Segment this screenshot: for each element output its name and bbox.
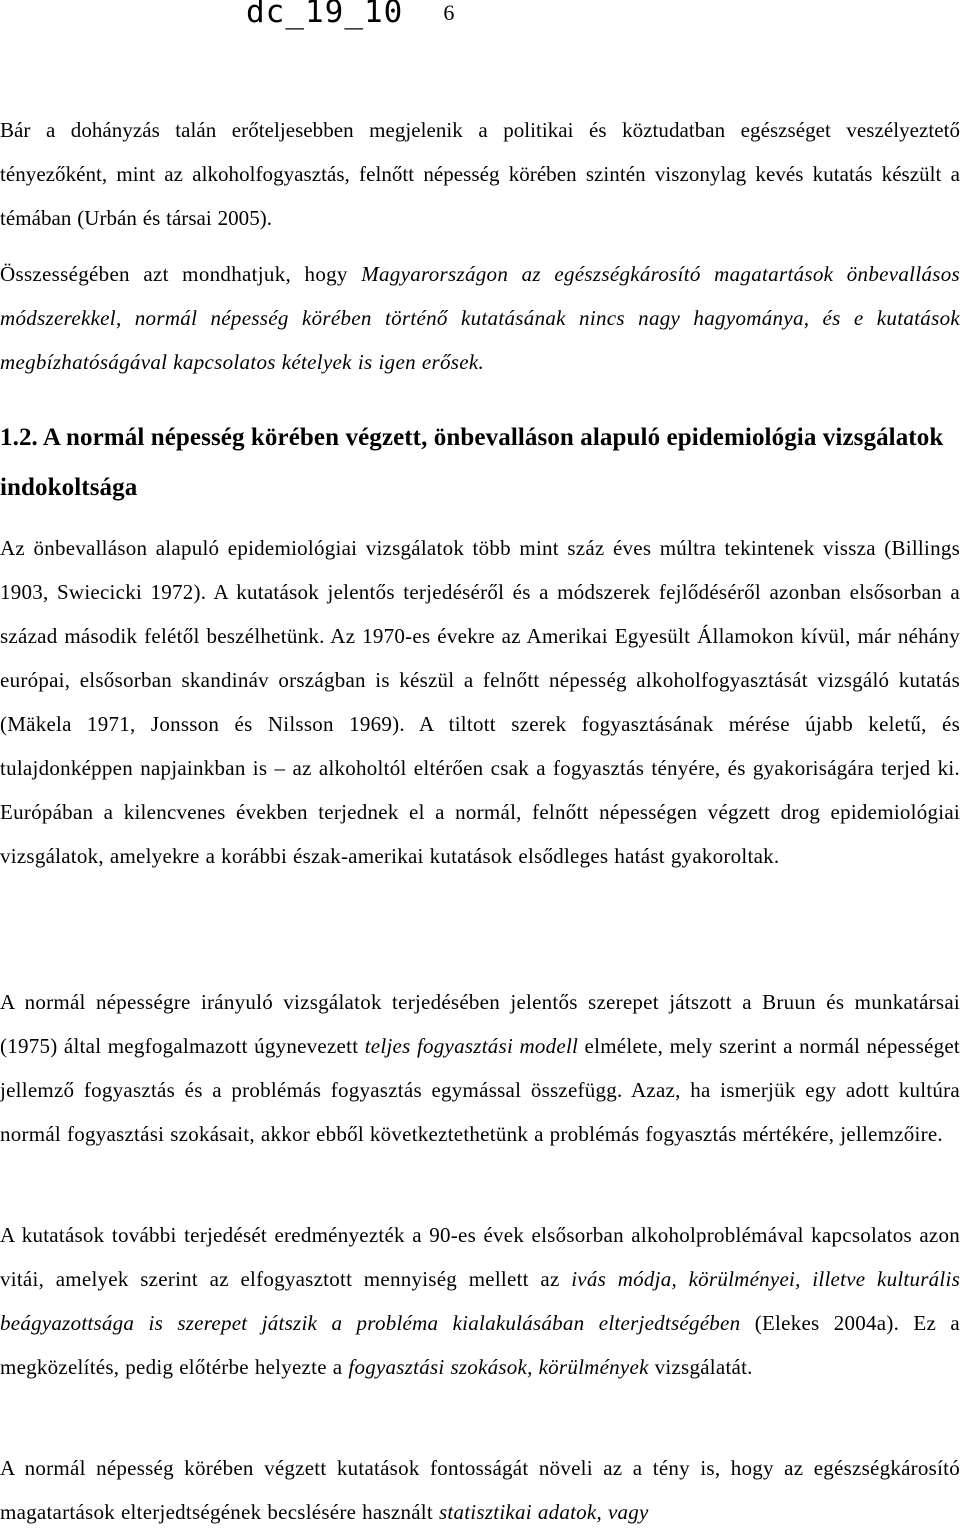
paragraph-5-text-2: (Elekes 2004a). Ez a megközelítés, pedig előtérbe helyezte a <box>0 1311 960 1379</box>
paragraph-4-text-1: A normál népességre irányuló vizsgálatok terjedésében jelentős szerepet játszott a Bruun és munkatársai (1975) által megfogalmazott úgynevezett <box>0 990 960 1058</box>
paragraph-2-italic: Magyarországon az egészségkárosító magatartások önbevallásos módszerekkel, normál népesség körében történő kutatásának nincs nagy hagyománya, és e kutatások megbízhatóságával kapcsolatos kételyek is igen erősek. <box>0 262 960 374</box>
paragraph-6 <box>0 1446 960 1528</box>
paragraph-2-text: Összességében azt mondhatjuk, hogy <box>0 262 362 286</box>
paragraph-5 <box>0 1213 960 1389</box>
paragraph-5-text-1: A kutatások további terjedését eredményezték a 90-es évek elsősorban alkoholproblémával kapcsolatos azon vitái, amelyek szerint az elfogyasztott mennyiség mellett az <box>0 1223 960 1291</box>
paragraph-2 <box>0 252 960 384</box>
section-heading: 1.2. A normál népesség körében végzett, önbevalláson alapuló epidemiológia vizsgálatok indokoltsága <box>0 424 944 501</box>
paragraph-4-text-2: elmélete, mely szerint a normál népességet jellemző fogyasztás és a problémás fogyasztás egymással összefügg. Azaz, ha ismerjük egy adott kultúra normál fogyasztási szokásait, akkor ebből következtethetünk a problémás fogyasztás mértékére, jellemzőire. <box>0 1034 960 1146</box>
paragraph-5-text-3: vizsgálatát. <box>648 1355 753 1379</box>
paragraph-4 <box>0 980 960 1156</box>
page-number: 6 <box>443 0 455 25</box>
document-id: dc_19_10 <box>246 0 404 30</box>
paragraph-6-italic: statisztikai adatok, vagy <box>438 1500 649 1524</box>
paragraph-1: Bár a dohányzás talán erőteljesebben megjelenik a politikai és köztudatban egészséget veszélyeztető tényezőként, mint az alkoholfogyasztás, felnőtt népesség körében szintén viszonylag kevés kutatás készült a témában (Urbán és társai 2005). <box>0 118 960 230</box>
paragraph-4-italic: teljes fogyasztási modell <box>364 1034 579 1058</box>
paragraph-5-italic-1: ivás módja, körülményei, illetve kulturális beágyazottsága is szerepet játszik a probléma kialakulásában elterjedtségében <box>0 1267 960 1335</box>
page-header <box>246 0 454 30</box>
paragraph-6-text: A normál népesség körében végzett kutatások fontosságát növeli az a tény is, hogy az egészségkárosító magatartások elterjedtségének becslésére használt <box>0 1456 960 1524</box>
paragraph-5-italic-2: fogyasztási szokások, körülmények <box>348 1355 649 1379</box>
paragraph-3: Az önbevalláson alapuló epidemiológiai vizsgálatok több mint száz éves múltra tekintenek vissza (Billings 1903, Swiecicki 1972). A kutatások jelentős terjedéséről és a módszerek fejlődéséről azonban elsősorban a század második felétől beszélhetünk. Az 1970-es évekre az Amerikai Egyesült Államokon kívül, már néhány európai, elsősorban skandináv országban is készül a felnőtt népesség alkoholfogyasztását vizsgáló kutatás (Mäkela 1971, Jonsson és Nilsson 1969). A tiltott szerek fogyasztásának mérése újabb keletű, és tulajdonképpen napjainkban is – az alkoholtól eltérően csak a fogyasztás tényére, és gyakoriságára terjed ki. Európában a kilencvenes években terjednek el a normál, felnőtt népességen végzett drog epidemiológiai vizsgálatok, amelyekre a korábbi észak-amerikai kutatások elsődleges hatást gyakoroltak. <box>0 536 960 868</box>
